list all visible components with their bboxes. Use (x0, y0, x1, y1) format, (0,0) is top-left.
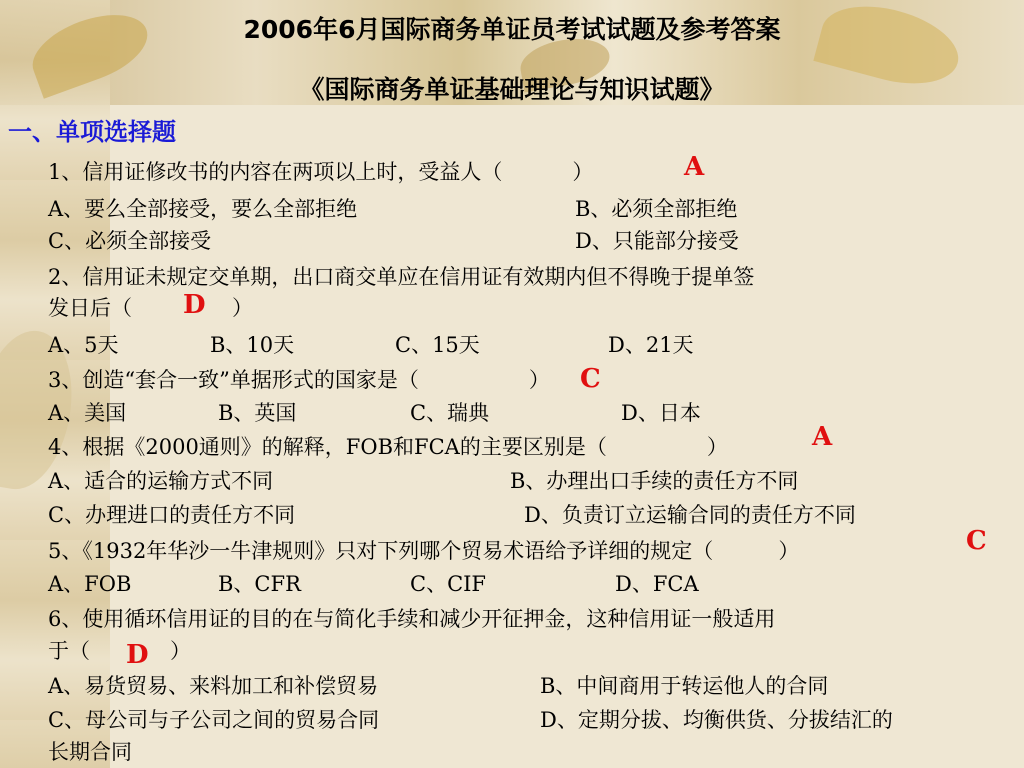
option-c: C、15天 (395, 333, 480, 357)
option-d: D、21天 (608, 333, 694, 357)
question-6-stem-cont: 于（ ） (48, 639, 191, 663)
answer-mark-q1: A (684, 152, 705, 182)
section-heading: 一、单项选择题 (8, 118, 176, 146)
page-subtitle: 《国际商务单证基础理论与知识试题》 (299, 75, 725, 104)
option-a: A、5天 (48, 333, 119, 357)
answer-mark-q3: C (580, 364, 601, 394)
question-1-stem: 1、信用证修改书的内容在两项以上时，受益人（ ） (48, 160, 594, 184)
option-b: B、CFR (218, 572, 301, 596)
option-b: B、办理出口手续的责任方不同 (510, 469, 799, 493)
option-b: B、英国 (218, 401, 297, 425)
option-a: A、美国 (48, 401, 127, 425)
question-4-stem: 4、根据《2000通则》的解释，FOB和FCA的主要区别是（ ） (48, 435, 728, 459)
option-b: B、必须全部拒绝 (575, 197, 738, 221)
question-2-stem-cont: 发日后（ ） (48, 296, 253, 320)
option-b: B、中间商用于转运他人的合同 (540, 674, 829, 698)
option-b: B、10天 (210, 333, 295, 357)
option-d: D、日本 (621, 401, 701, 425)
option-c: C、CIF (410, 572, 487, 596)
option-a: A、FOB (48, 572, 132, 596)
option-a: A、适合的运输方式不同 (48, 469, 274, 493)
option-c: C、必须全部接受 (48, 229, 212, 253)
option-c: C、办理进口的责任方不同 (48, 503, 296, 527)
option-d: D、定期分拔、均衡供货、分拔结汇的 (540, 708, 893, 732)
question-5-stem: 5、《1932年华沙一牛津规则》只对下列哪个贸易术语给予详细的规定（ ） (48, 539, 800, 563)
question-6-option-d-cont: 长期合同 (48, 740, 132, 764)
option-d: D、负责订立运输合同的责任方不同 (524, 503, 856, 527)
answer-mark-q4: A (812, 422, 833, 452)
answer-mark-q2: D (183, 290, 206, 320)
answer-mark-q5: C (966, 526, 987, 556)
question-3-stem: 3、创造“套合一致”单据形式的国家是（ ） (48, 368, 550, 392)
option-a: A、易货贸易、来料加工和补偿贸易 (48, 674, 379, 698)
option-d: D、FCA (615, 572, 699, 596)
option-a: A、要么全部接受，要么全部拒绝 (48, 197, 358, 221)
option-d: D、只能部分接受 (575, 229, 739, 253)
page-title: 2006年6月国际商务单证员考试试题及参考答案 (243, 15, 781, 44)
option-c: C、瑞典 (410, 401, 490, 425)
question-2-stem: 2、信用证未规定交单期，出口商交单应在信用证有效期内但不得晚于提单签 (48, 265, 755, 289)
question-6-stem: 6、使用循环信用证的目的在与简化手续和减少开征押金，这种信用证一般适用 (48, 607, 776, 631)
answer-mark-q6: D (126, 640, 149, 670)
option-c: C、母公司与子公司之间的贸易合同 (48, 708, 380, 732)
